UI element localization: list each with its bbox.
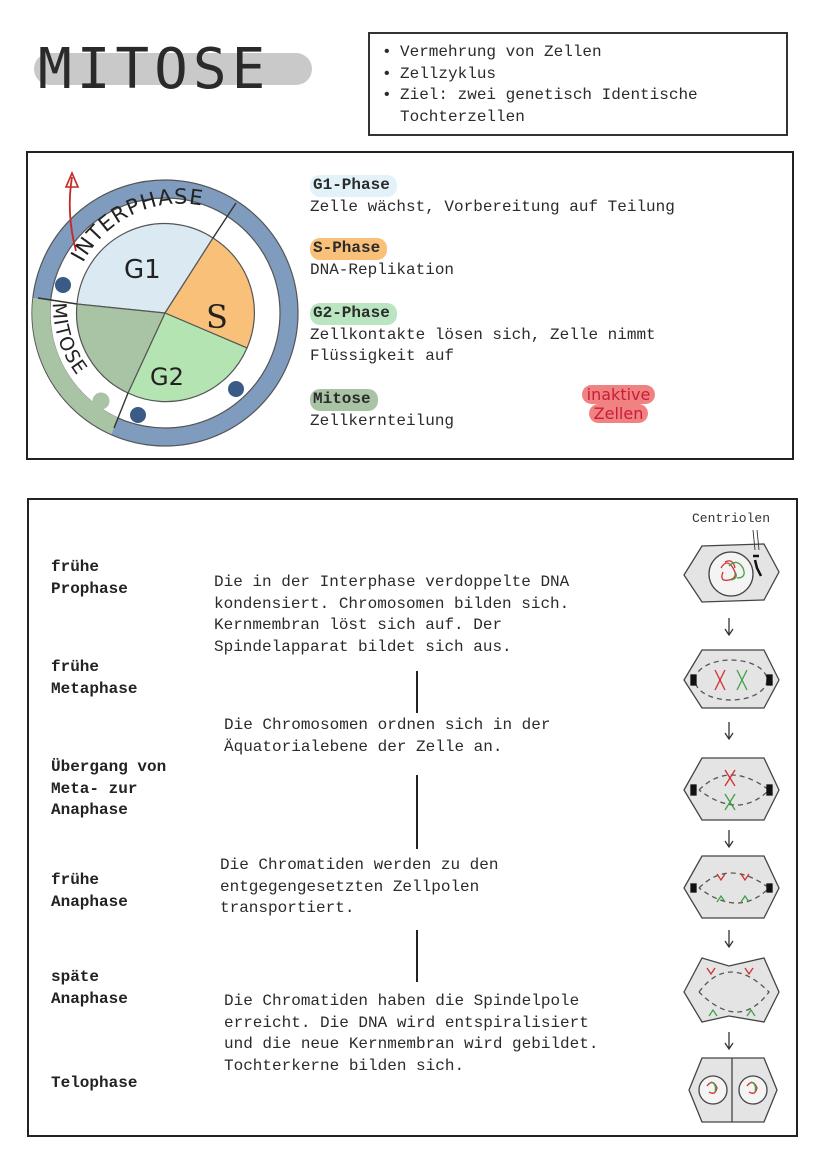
phase-mitose-desc: Zellkernteilung — [310, 411, 455, 430]
cell-late-anaphase-icon — [684, 958, 779, 1022]
summary-bullet: • Vermehrung von Zellen — [380, 42, 776, 64]
desc-metaphase: Die Chromosomen ordnen sich in der Äquatorialebene der Zelle an. — [224, 716, 551, 756]
mitosis-cell-drawings — [669, 500, 797, 1136]
connector-line — [416, 775, 418, 849]
cycle-dot — [228, 381, 244, 397]
desc-anaphase: Die Chromatiden werden zu den entgegengesetzten Zellpolen transportiert. — [220, 856, 499, 917]
desc-prophase: Die in der Interphase verdoppelte DNA kondensiert. Chromosomen bilden sich. Kernmembran löst sich auf. Der Spindelapparat bildet sich aus. — [214, 573, 570, 656]
phase-g1-label: G1-Phase — [310, 175, 397, 197]
phase-g1-desc: Zelle wächst, Vorbereitung auf Teilung — [310, 197, 675, 216]
cell-early-anaphase-icon — [684, 856, 779, 918]
cycle-dot — [55, 277, 71, 293]
cycle-dot — [130, 407, 146, 423]
phase-s — [310, 238, 454, 281]
mitose-ring-label: MITOSE — [47, 301, 92, 380]
g2-label: G2 — [150, 363, 184, 391]
cell-telophase-icon — [689, 1058, 777, 1122]
desc-telophase: Die Chromatiden haben die Spindelpole erreicht. Die DNA wird entspiralisiert und die neue Kernmembran wird gebildet. Tochterkerne bilden sich. — [224, 992, 599, 1075]
summary-box — [368, 32, 788, 136]
stage-early-anaphase: frühe Anaphase — [51, 871, 128, 911]
note-line1: inaktive — [582, 385, 656, 404]
cell-meta-anaphase-icon — [684, 758, 779, 820]
connector-line — [416, 930, 418, 982]
centriolen-label: Centriolen — [692, 511, 771, 526]
cell-cycle-diagram — [28, 153, 318, 458]
inactive-cells-note — [576, 385, 661, 423]
summary-list — [380, 42, 776, 128]
phase-mitose — [310, 389, 454, 432]
phase-s-label: S-Phase — [310, 238, 387, 260]
summary-bullet: • Ziel: zwei genetisch Identische Tochterzellen — [380, 85, 776, 128]
interphase-label: INTERPHASE — [66, 184, 206, 266]
phase-g2 — [310, 303, 656, 368]
cell-cycle-box — [26, 151, 794, 460]
summary-bullet: • Zellzyklus — [380, 64, 776, 86]
stage-late-anaphase: späte Anaphase — [51, 968, 128, 1008]
phase-s-desc: DNA-Replikation — [310, 260, 455, 279]
phase-g2-desc: Zellkontakte lösen sich, Zelle nimmt Flüssigkeit auf — [310, 325, 656, 365]
stage-early-metaphase: frühe Metaphase — [51, 658, 138, 698]
title-block — [30, 34, 330, 106]
stage-telophase: Telophase — [51, 1074, 138, 1092]
page-title: MITOSE — [38, 37, 271, 102]
cell-metaphase-icon — [684, 650, 779, 708]
connector-line — [416, 671, 418, 713]
phase-g2-label: G2-Phase — [310, 303, 397, 325]
cycle-dot — [93, 393, 109, 409]
g1-label: G1 — [124, 255, 161, 285]
note-line2: Zellen — [589, 404, 649, 423]
s-label: S — [206, 298, 228, 336]
phase-mitose-label: Mitose — [310, 389, 378, 411]
mitosis-phases-box — [27, 498, 798, 1137]
stage-meta-to-anaphase: Übergang von Meta- zur Anaphase — [51, 758, 167, 819]
stage-early-prophase: frühe Prophase — [51, 558, 128, 598]
cell-prophase-icon — [684, 530, 779, 602]
phase-g1 — [310, 175, 675, 218]
